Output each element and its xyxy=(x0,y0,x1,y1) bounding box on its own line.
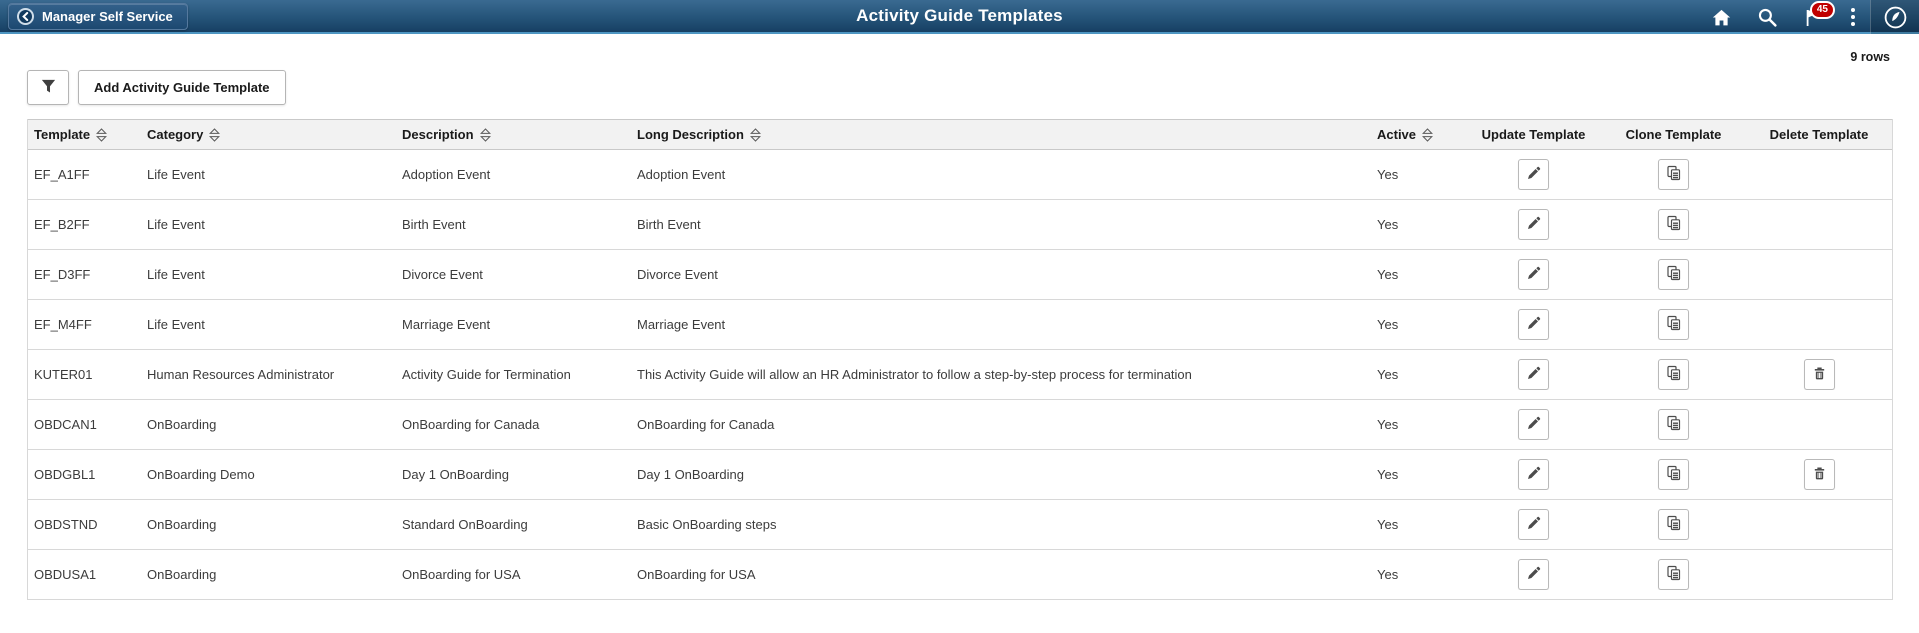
update-template-button[interactable] xyxy=(1518,309,1549,340)
app-header-bar xyxy=(0,0,1919,34)
cell-description: Marriage Event xyxy=(402,317,491,332)
update-template-button[interactable] xyxy=(1518,509,1549,540)
cell-long-description: Basic OnBoarding steps xyxy=(637,517,777,532)
cell-description: OnBoarding for Canada xyxy=(402,417,540,432)
pencil-icon xyxy=(1526,365,1542,384)
cell-long-description: Divorce Event xyxy=(637,267,718,282)
update-template-button[interactable] xyxy=(1518,209,1549,240)
filter-button[interactable] xyxy=(27,70,69,105)
cell-update-template xyxy=(1466,159,1601,190)
sort-icon xyxy=(750,128,761,142)
copy-icon xyxy=(1666,465,1682,484)
copy-icon xyxy=(1666,215,1682,234)
pencil-icon xyxy=(1526,415,1542,434)
column-header-category[interactable]: Category xyxy=(141,127,396,142)
cell-update-template xyxy=(1466,359,1601,390)
pencil-icon xyxy=(1526,265,1542,284)
cell-clone-template xyxy=(1601,309,1746,340)
cell-category: OnBoarding xyxy=(147,567,217,582)
cell-template: EF_D3FF xyxy=(34,267,91,282)
cell-description: Adoption Event xyxy=(402,167,491,182)
cell-update-template xyxy=(1466,259,1601,290)
pencil-icon xyxy=(1526,565,1542,584)
cell-template: OBDGBL1 xyxy=(34,467,96,482)
cell-template: OBDSTND xyxy=(34,517,98,532)
cell-template: KUTER01 xyxy=(34,367,93,382)
clone-template-button[interactable] xyxy=(1658,259,1689,290)
clone-template-button[interactable] xyxy=(1658,559,1689,590)
sort-icon xyxy=(96,128,107,142)
kebab-menu-icon[interactable] xyxy=(1836,0,1870,34)
cell-description: Divorce Event xyxy=(402,267,483,282)
column-header-description[interactable]: Description xyxy=(396,127,631,142)
clone-template-button[interactable] xyxy=(1658,509,1689,540)
activity-guide-templates-grid xyxy=(27,119,1893,600)
cell-description: OnBoarding for USA xyxy=(402,567,521,582)
pencil-icon xyxy=(1526,315,1542,334)
table-row xyxy=(28,500,1892,550)
clone-template-button[interactable] xyxy=(1658,409,1689,440)
cell-clone-template xyxy=(1601,509,1746,540)
cell-template: EF_A1FF xyxy=(34,167,90,182)
cell-clone-template xyxy=(1601,159,1746,190)
clone-template-button[interactable] xyxy=(1658,209,1689,240)
column-header-update-template: Update Template xyxy=(1481,127,1586,142)
cell-category: Life Event xyxy=(147,317,205,332)
notification-count-badge: 45 xyxy=(1810,1,1835,19)
back-button-label: Manager Self Service xyxy=(42,9,173,24)
cell-description: Birth Event xyxy=(402,217,466,232)
add-activity-guide-template-button[interactable]: Add Activity Guide Template xyxy=(78,70,286,105)
cell-clone-template xyxy=(1601,259,1746,290)
cell-clone-template xyxy=(1601,559,1746,590)
update-template-button[interactable] xyxy=(1518,559,1549,590)
cell-active: Yes xyxy=(1377,217,1399,232)
trash-icon xyxy=(1812,466,1827,484)
column-header-long-description[interactable]: Long Description xyxy=(631,127,1371,142)
copy-icon xyxy=(1666,415,1682,434)
cell-active: Yes xyxy=(1377,467,1399,482)
cell-long-description: This Activity Guide will allow an HR Administrator to follow a step-by-step process for termination xyxy=(637,367,1192,382)
navbar-icon[interactable] xyxy=(1870,0,1919,34)
page-title: Activity Guide Templates xyxy=(856,6,1063,25)
cell-update-template xyxy=(1466,409,1601,440)
cell-delete-template xyxy=(1746,359,1892,390)
cell-update-template xyxy=(1466,509,1601,540)
column-header-delete-template: Delete Template xyxy=(1769,127,1869,142)
cell-active: Yes xyxy=(1377,567,1399,582)
pencil-icon xyxy=(1526,465,1542,484)
column-header-clone-template: Clone Template xyxy=(1625,127,1722,142)
home-icon[interactable] xyxy=(1698,0,1744,34)
cell-description: Activity Guide for Termination xyxy=(402,367,571,382)
cell-clone-template xyxy=(1601,209,1746,240)
column-header-active[interactable]: Active xyxy=(1371,127,1466,142)
delete-template-button[interactable] xyxy=(1804,359,1835,390)
cell-update-template xyxy=(1466,559,1601,590)
sort-icon xyxy=(209,128,220,142)
update-template-button[interactable] xyxy=(1518,359,1549,390)
grid-body xyxy=(28,150,1892,600)
cell-template: EF_M4FF xyxy=(34,317,92,332)
cell-delete-template xyxy=(1746,459,1892,490)
update-template-button[interactable] xyxy=(1518,259,1549,290)
pencil-icon xyxy=(1526,215,1542,234)
table-row xyxy=(28,200,1892,250)
cell-active: Yes xyxy=(1377,517,1399,532)
copy-icon xyxy=(1666,265,1682,284)
clone-template-button[interactable] xyxy=(1658,309,1689,340)
grid-toolbar xyxy=(27,70,1919,105)
cell-category: OnBoarding Demo xyxy=(147,467,255,482)
cell-template: OBDCAN1 xyxy=(34,417,97,432)
clone-template-button[interactable] xyxy=(1658,459,1689,490)
pencil-icon xyxy=(1526,165,1542,184)
grid-header-row xyxy=(28,119,1892,150)
search-icon[interactable] xyxy=(1744,0,1790,34)
table-row xyxy=(28,550,1892,600)
delete-template-button[interactable] xyxy=(1804,459,1835,490)
cell-long-description: OnBoarding for USA xyxy=(637,567,756,582)
cell-long-description: Adoption Event xyxy=(637,167,726,182)
pencil-icon xyxy=(1526,515,1542,534)
cell-category: Life Event xyxy=(147,217,205,232)
cell-category: OnBoarding xyxy=(147,417,217,432)
table-row xyxy=(28,400,1892,450)
cell-template: EF_B2FF xyxy=(34,217,90,232)
cell-category: Human Resources Administrator xyxy=(147,367,335,382)
sort-icon xyxy=(1422,128,1433,142)
table-row xyxy=(28,350,1892,400)
cell-long-description: OnBoarding for Canada xyxy=(637,417,775,432)
table-row xyxy=(28,150,1892,200)
cell-description: Day 1 OnBoarding xyxy=(402,467,509,482)
table-row xyxy=(28,300,1892,350)
cell-category: Life Event xyxy=(147,267,205,282)
cell-active: Yes xyxy=(1377,317,1399,332)
update-template-button[interactable] xyxy=(1518,159,1549,190)
cell-template: OBDUSA1 xyxy=(34,567,97,582)
trash-icon xyxy=(1812,366,1827,384)
copy-icon xyxy=(1666,365,1682,384)
cell-category: Life Event xyxy=(147,167,205,182)
cell-active: Yes xyxy=(1377,417,1399,432)
copy-icon xyxy=(1666,515,1682,534)
cell-description: Standard OnBoarding xyxy=(402,517,528,532)
header-actions xyxy=(1698,0,1919,34)
cell-update-template xyxy=(1466,209,1601,240)
copy-icon xyxy=(1666,165,1682,184)
clone-template-button[interactable] xyxy=(1658,359,1689,390)
update-template-button[interactable] xyxy=(1518,459,1549,490)
notification-flag-icon[interactable] xyxy=(1790,0,1836,34)
cell-category: OnBoarding xyxy=(147,517,217,532)
cell-active: Yes xyxy=(1377,367,1399,382)
column-header-template[interactable]: Template xyxy=(28,127,141,142)
table-row xyxy=(28,250,1892,300)
cell-long-description: Marriage Event xyxy=(637,317,726,332)
cell-long-description: Day 1 OnBoarding xyxy=(637,467,744,482)
cell-clone-template xyxy=(1601,459,1746,490)
cell-clone-template xyxy=(1601,359,1746,390)
cell-update-template xyxy=(1466,459,1601,490)
cell-active: Yes xyxy=(1377,267,1399,282)
clone-template-button[interactable] xyxy=(1658,159,1689,190)
update-template-button[interactable] xyxy=(1518,409,1549,440)
cell-clone-template xyxy=(1601,409,1746,440)
table-row xyxy=(28,450,1892,500)
sort-icon xyxy=(480,128,491,142)
copy-icon xyxy=(1666,315,1682,334)
cell-active: Yes xyxy=(1377,167,1399,182)
cell-update-template xyxy=(1466,309,1601,340)
funnel-icon xyxy=(40,78,57,98)
row-count-label: 9 rows xyxy=(1850,50,1890,64)
cell-long-description: Birth Event xyxy=(637,217,701,232)
copy-icon xyxy=(1666,565,1682,584)
